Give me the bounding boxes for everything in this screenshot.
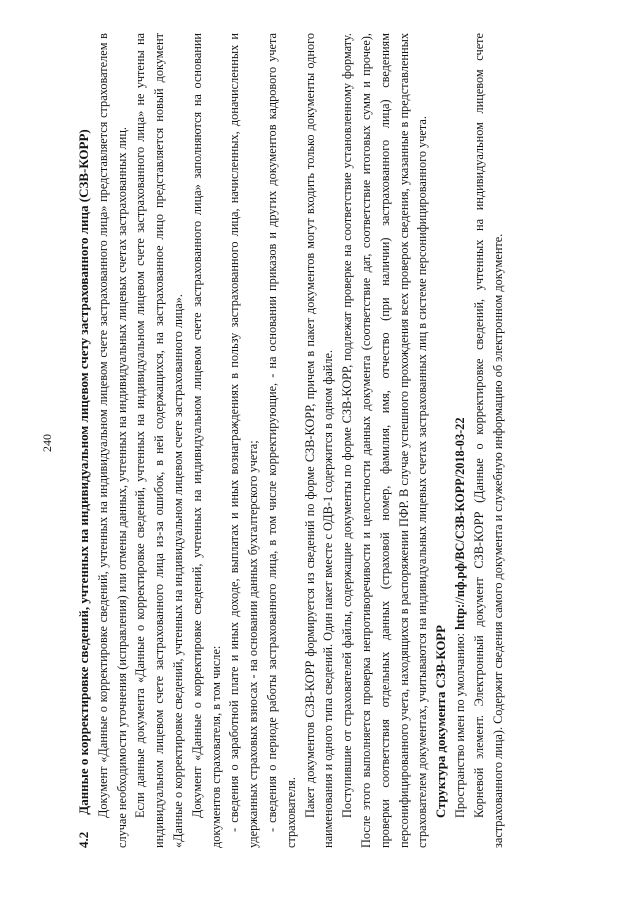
- document-body: [75, 33, 545, 848]
- section-heading: [75, 33, 94, 848]
- section-title: Данные о корректировке сведений, учтенных на индивидуальном лицевом счету застрахованного лица (СЗВ-КОРР): [76, 129, 91, 815]
- paragraph-verification: Поступившие от страхователей файлы, содержащие документы по форме СЗВ-КОРР, подлежат проверке на соответствие установленному формату. После этого выполняется проверка непротиворечивости и целостности данных документа (соответствие дат, соответствие итоговых сумм и прочее), проверки соответствия отдельных данных (страховой номер, фамилия, имя, отчество (при наличии) застрахованного лица) сведениям персонифицированного учета, находящихся в распоряжении ПФР. В случае успешного прохождения всех проверок сведения, указанные в представленных страхователем документах, учитываются на индивидуальных лицевых счетах застрахованных лиц в системе персонифицированного учета.: [340, 33, 430, 848]
- list-item-work-period: - сведения о периоде работы застрахованного лица, в том числе корректирующие, - на основании приказов и других документов кадрового учета страхователя.: [264, 33, 298, 848]
- page-number: 240: [40, 434, 54, 452]
- list-item-salary: - сведения о заработной плате и иных доходе, выплатах и иных вознаграждениях в пользу застрахованного лица, начисленных, доначисленных и удержанных страховых взносах - на основании данных бухгалтерского учета;: [227, 33, 261, 848]
- structure-heading: [432, 33, 451, 848]
- section-number: 4.2: [76, 831, 91, 848]
- namespace-url: http://пф.рф/ВС/СЗВ-КОРР/2018-03-22: [452, 417, 467, 630]
- root-element-description: Корневой элемент. Электронный документ СЗВ-КОРР (Данные о корректировке сведений, учтенных на индивидуальном лицевом счете застрахованного лица). Содержит сведения самого документа и служебную информацию об электронном документе.: [471, 33, 505, 848]
- namespace-label: Пространство имен по умолчанию:: [452, 629, 467, 818]
- namespace-line: [451, 33, 470, 848]
- paragraph-basis: Документ «Данные о корректировке сведений, учтенных на индивидуальном лицевом счете застрахованного лица» заполняются на основании документов страхователя, в том числе:: [189, 33, 223, 848]
- paragraph-resubmission: Если данные документа «Данные о корректировке сведений, учтенных на индивидуальном лицевом счете застрахованного лица» не учтены на индивидуальном лицевом счете застрахованного лица из-за ошибок, в ней содержащихся, на застрахованное лицо представляется новый документ «Данные о корректировке сведений, учтенных на индивидуальном лицевом счете застрахованного лица».: [133, 33, 185, 848]
- paragraph-package: Пакет документов СЗВ-КОРР формируется из сведений по форме СЗВ-КОРР, причем в пакет документов могут входить только документы одного наименования и одного типа сведений. Один пакет вместе с ОДВ-1 содержится в одном файле.: [302, 33, 336, 848]
- structure-heading-text: Структура документа СЗВ-КОРР: [434, 625, 449, 818]
- paragraph-purpose: Документ «Данные о корректировке сведений, учтенных на индивидуальном лицевом счете застрахованного лица» представляется страхователем в случае необходимости уточнения (исправления) или отмены данных, учтенных на индивидуальных лицевых счетах застрахованных лиц.: [95, 33, 129, 848]
